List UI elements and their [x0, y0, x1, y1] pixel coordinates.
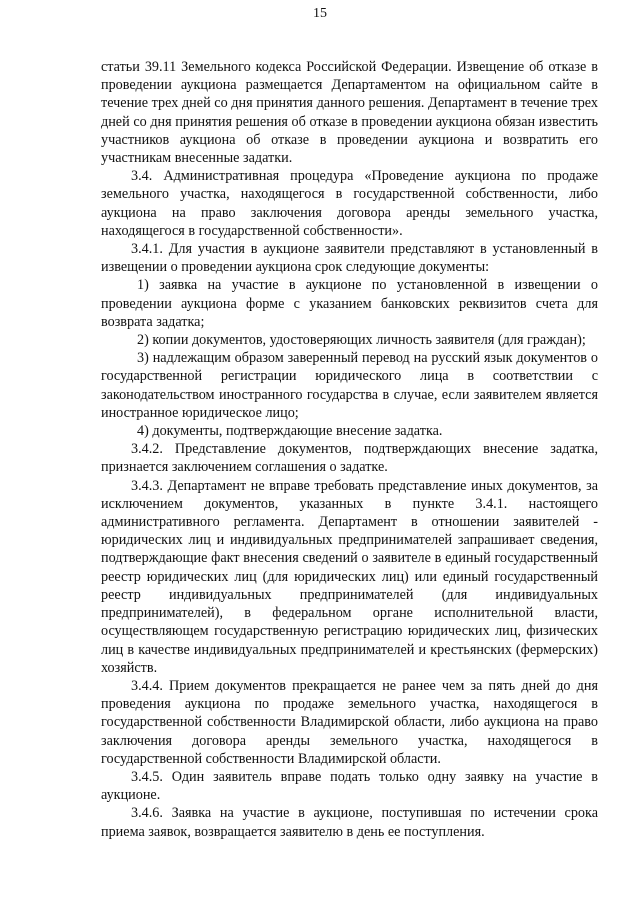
- paragraph-3-4-4: 3.4.4. Прием документов прекращается не ранее чем за пять дней до дня проведения аукциона по продаже земельного участка, находящегося в государственной собственности Владимирской области, либо аукциона на право заключения договора аренды земельного участка, находящегося в государственной собственности Владимирской области.: [101, 677, 598, 767]
- list-item-2: 2) копии документов, удостоверяющих личность заявителя (для граждан);: [137, 332, 586, 349]
- paragraph-3-4-5: 3.4.5. Один заявитель вправе подать только одну заявку на участие в аукционе.: [101, 768, 598, 804]
- paragraph-3-4-1: 3.4.1. Для участия в аукционе заявители представляют в установленный в извещении о проведении аукциона срок следующие документы:: [101, 241, 598, 276]
- page-number: 15: [313, 6, 327, 21]
- paragraph-3-4-3: 3.4.3. Департамент не вправе требовать представление иных документов, за исключением документов, указанных в пункте 3.4.1. настоящего административного регламента. Департамент в отношении заявителей - юридических лиц и индивидуальных предпринимателей запрашивает сведения, подтверждающие факт внесения сведений о заявителе в единый государственный реестр юридических лиц (для юридических лиц) или единый государственный реестр индивидуальных предпринимателей (для индивидуальных предпринимателей), в федеральном органе исполнительной власти, осуществляющем государственную регистрацию юридических лиц, физических лиц в качестве индивидуальных предпринимателей и крестьянских (фермерских) хозяйств.: [101, 477, 598, 676]
- list-item-4: 4) документы, подтверждающие внесение задатка.: [137, 423, 443, 440]
- paragraph-3-4-2: 3.4.2. Представление документов, подтверждающих внесение задатка, признается заключением соглашения о задатке.: [101, 441, 598, 476]
- paragraph-3-4-6: 3.4.6. Заявка на участие в аукционе, поступившая по истечении срока приема заявок, возвращается заявителю в день ее поступления.: [101, 805, 598, 840]
- paragraph-continuation: статьи 39.11 Земельного кодекса Российской Федерации. Извещение об отказе в проведении аукциона размещается Департаментом на официальном сайте в течение трех дней со дня принятия данного решения. Департамент в течение трех дней со дня принятия решения об отказе в проведении аукциона обязан известить участников аукциона об отказе в проведении аукциона и возвратить его участникам внесенные задатки.: [101, 59, 598, 167]
- paragraph-3-4: 3.4. Административная процедура «Проведение аукциона по продаже земельного участка, находящегося в государственной собственности, либо аукциона на право заключения договора аренды земельного участка, находящегося в государственной собственности».: [101, 168, 598, 239]
- list-item-1: 1) заявка на участие в аукционе по установленной в извещении о проведении аукциона форме с указанием банковских реквизитов счета для возврата задатка;: [101, 277, 598, 330]
- list-item-3: 3) надлежащим образом заверенный перевод на русский язык документов о государственной регистрации юридического лица в соответствии с законодательством иностранного государства в случае, если заявителем является иностранное юридическое лицо;: [101, 350, 598, 421]
- document-body: [101, 58, 598, 841]
